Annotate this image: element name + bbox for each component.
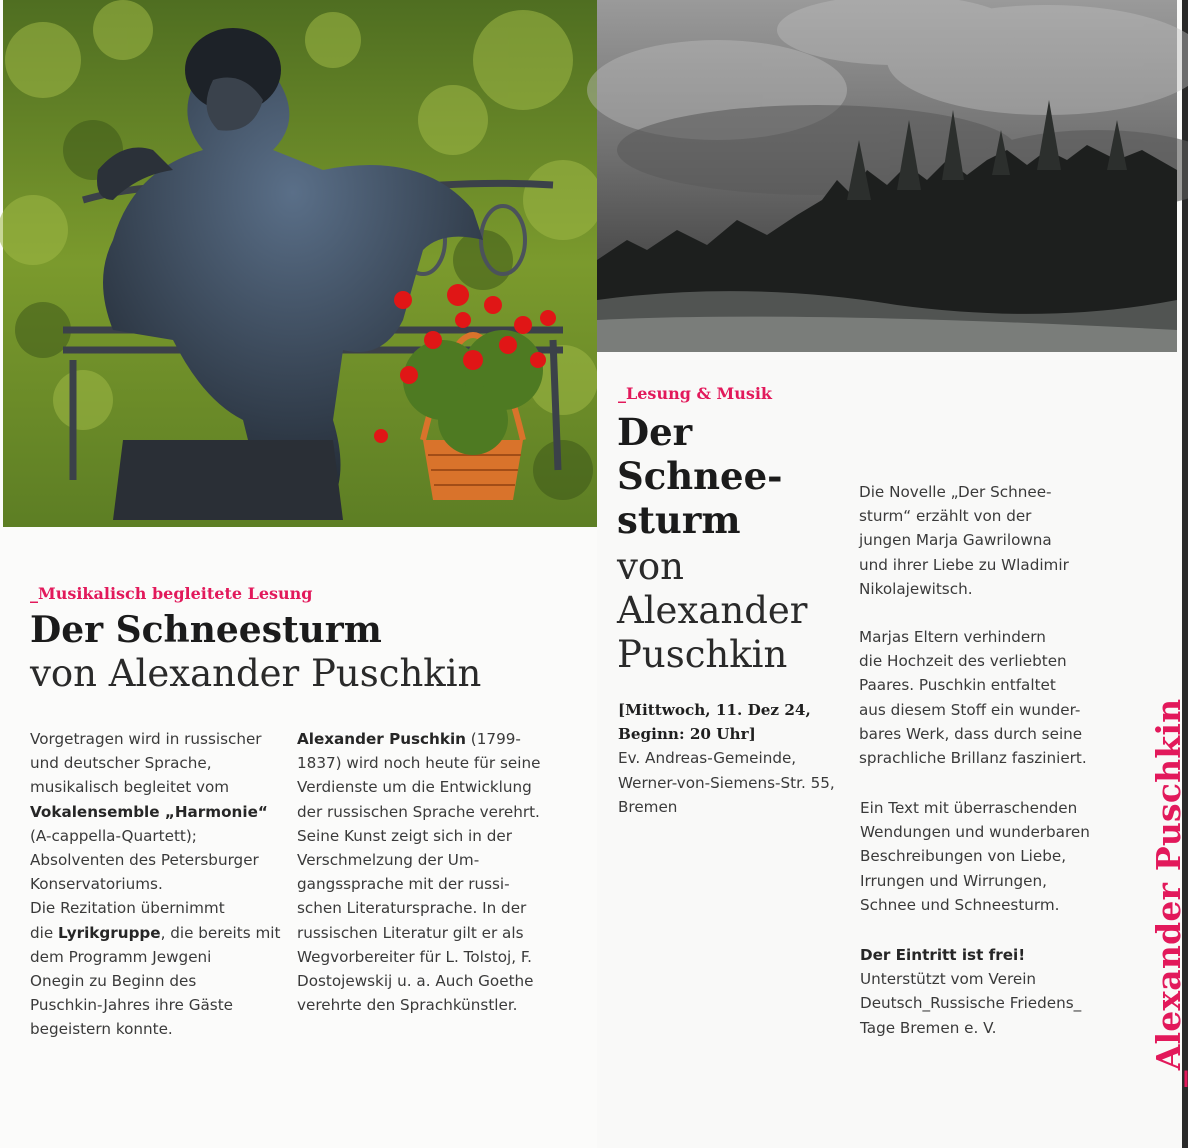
title-line: sturm <box>617 498 741 542</box>
col1-line: Onegin zu Beginn des <box>30 972 197 991</box>
event-city: Bremen <box>618 797 678 816</box>
title-line: Der <box>617 410 693 454</box>
title-line: Schnee- <box>617 454 783 498</box>
col2-line: der russischen Sprache verehrt. <box>297 802 540 821</box>
col2-line: Wegvorbereiter für L. Tolstoj, F. <box>297 947 532 966</box>
subtitle-line: Alexander <box>617 589 808 632</box>
col1-line: (A-cappella-Quartett); <box>30 826 197 845</box>
col1-line: Vorgetragen wird in russischer <box>30 730 262 748</box>
col2-line: Verschmelzung der Um- <box>297 851 480 870</box>
event-details <box>618 698 835 819</box>
event-date: [Mittwoch, 11. Dez 24, <box>618 701 811 719</box>
admission-info <box>860 943 1081 1040</box>
col2-line: schen Literatursprache. In der <box>297 899 527 918</box>
support-line: Unterstützt vom Verein <box>860 970 1037 989</box>
vertical-author-title: _Alexander Puschkin <box>1149 698 1188 1087</box>
col1-line: musikalisch begleitet vom <box>30 778 230 797</box>
pushkin-statue-photo <box>3 0 597 527</box>
snowy-forest-photo <box>597 0 1177 352</box>
left-eyebrow: _Musikalisch begleitete Lesung <box>30 584 313 603</box>
col1-text: , die bereits mit <box>160 923 281 942</box>
subtitle-line: von <box>617 545 685 588</box>
paragraph-line: Paares. Puschkin entfaltet <box>859 676 1056 695</box>
free-entry-notice: Der Eintritt ist frei! <box>860 946 1026 964</box>
col2-line: Seine Kunst zeigt sich in der <box>297 826 512 845</box>
col2-line: gangssprache mit der russi- <box>297 875 510 894</box>
story-paragraph-2 <box>859 625 1087 770</box>
paragraph-line: Nikolajewitsch. <box>859 579 973 598</box>
paragraph-line: sprachliche Brillanz fasziniert. <box>859 749 1087 768</box>
paragraph-line: Die Novelle „Der Schnee- <box>859 483 1052 501</box>
event-time: Beginn: 20 Uhr] <box>618 725 756 744</box>
col2-line: Dostojewskij u. a. Auch Goethe <box>297 972 534 991</box>
story-paragraph-3 <box>860 796 1090 917</box>
event-street: Werner-von-Siemens-Str. 55, <box>618 773 835 792</box>
paragraph-line: die Hochzeit des verliebten <box>859 652 1067 671</box>
col2-line: Verdienste um die Entwicklung <box>297 778 532 797</box>
col2-text: (1799- <box>465 730 521 748</box>
col2-line: russischen Literatur gilt er als <box>297 923 524 942</box>
lyrikgruppe-name: Lyrikgruppe <box>58 923 161 942</box>
col2-line: 1837) wird noch heute für seine <box>297 754 541 773</box>
col2-line: verehrte den Sprachkünstler. <box>297 996 518 1015</box>
support-line: Tage Bremen e. V. <box>860 1018 997 1037</box>
right-title <box>617 410 783 542</box>
paragraph-line: und ihrer Liebe zu Wladimir <box>859 555 1069 574</box>
right-subtitle <box>617 545 807 677</box>
paragraph-line: Schnee und Schneesturm. <box>860 895 1060 914</box>
col1-line: Konservatoriums. <box>30 875 163 894</box>
paragraph-line: Irrungen und Wirrungen, <box>860 871 1047 890</box>
left-column-1 <box>30 727 280 1042</box>
left-column-2 <box>297 727 540 1017</box>
right-panel <box>597 0 1188 1148</box>
paragraph-line: jungen Marja Gawrilowna <box>859 531 1052 550</box>
story-paragraph-1 <box>859 480 1069 601</box>
ensemble-name: Vokalensemble „Harmonie“ <box>30 802 268 821</box>
paragraph-line: Marjas Eltern verhindern <box>859 628 1046 646</box>
paragraph-line: bares Werk, dass durch seine <box>859 724 1083 743</box>
author-name: Alexander Puschkin <box>297 730 466 748</box>
paragraph-line: sturm“ erzählt von der <box>859 507 1032 526</box>
col1-line: dem Programm Jewgeni <box>30 947 212 966</box>
col1-line: und deutscher Sprache, <box>30 754 212 773</box>
col1-line: begeistern konnte. <box>30 1020 173 1039</box>
col1-line: Die Rezitation übernimmt <box>30 899 225 918</box>
paragraph-line: aus diesem Stoff ein wunder- <box>859 700 1081 719</box>
col1-line: Puschkin-Jahres ihre Gäste <box>30 996 233 1015</box>
right-eyebrow: _Lesung & Musik <box>618 384 772 403</box>
forest-illustration <box>597 0 1177 352</box>
left-title: Der Schneesturm <box>30 609 382 651</box>
support-line: Deutsch_Russische Friedens_ <box>860 994 1082 1013</box>
statue-illustration <box>3 0 597 527</box>
paragraph-line: Wendungen und wunderbaren <box>860 823 1090 842</box>
col1-text: die <box>30 923 59 942</box>
left-subtitle: von Alexander Puschkin <box>30 652 482 695</box>
paragraph-line: Beschreibungen von Liebe, <box>860 847 1067 866</box>
col1-line: Absolventen des Petersburger <box>30 851 259 870</box>
event-venue: Ev. Andreas-Gemeinde, <box>618 749 797 768</box>
paragraph-line: Ein Text mit überraschenden <box>860 799 1078 817</box>
subtitle-line: Puschkin <box>617 633 788 676</box>
